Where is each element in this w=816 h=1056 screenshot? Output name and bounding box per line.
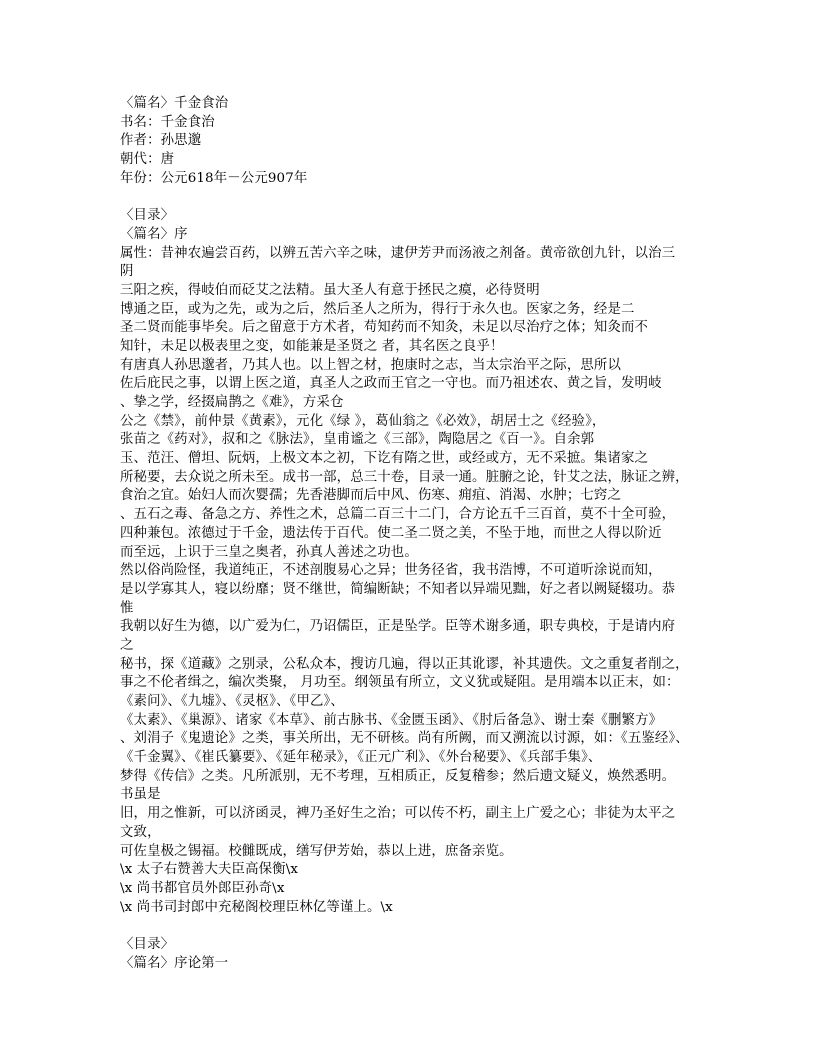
text-line: 旧，用之惟新，可以济函灵，裨乃圣好生之治；可以传不朽，副主上广爱之心；非徒为太平之 xyxy=(120,806,676,822)
text-line: 梦得《传信》之类。凡所派别，无不考理，互相质正，反复稽参；然后遗文疑义，焕然悉明。 xyxy=(120,768,676,784)
text-line: 事之不伦者缉之，编次类聚， 月功至。纲领虽有所立，文义犹或疑阻。是用端本以正末，如： xyxy=(120,675,680,691)
year-range: 年份：公元618年－公元907年 xyxy=(120,170,308,186)
text-line: 之 xyxy=(120,637,134,653)
text-line: 可佐皇极之锡福。校雠既成，缮写伊芳始，恭以上进，庶备亲览。 xyxy=(120,843,513,859)
author: 作者：孙思邈 xyxy=(120,133,202,149)
text-line: 佐后庇民之事，以谓上医之道，真圣人之政而王官之一守也。而乃祖述农、黄之旨，发明岐 xyxy=(120,376,662,392)
book-name: 书名：千金食治 xyxy=(120,114,215,130)
text-line: 食治之宜。始妇人而次婴孺；先香港脚而后中风、伤寒、痈疽、消渴、水肿；七窍之 xyxy=(120,488,622,504)
text-line: 四种兼包。浓德过于千金，遗法传于百代。使二圣二贤之美，不坠于地，而世之人得以阶近 xyxy=(120,525,662,541)
text-line: 《千金翼》、《崔氏纂要》、《延年秘录》，《正元广利》、《外台秘要》、《兵部手集》、 xyxy=(120,750,602,766)
text-line: 惟 xyxy=(120,600,134,616)
text-line: 属性：昔神农遍尝百药，以辨五苦六辛之味，逮伊芳尹而汤液之剂备。黄帝欲创九针，以治三 xyxy=(120,245,676,261)
text-line: 、挚之学，经掇扁鹊之《难》，方采仓 xyxy=(120,395,344,410)
toc-label: 〈目录〉 xyxy=(120,208,175,224)
text-line: 圣二贤而能事毕矣。后之留意于方术者，苟知药而不知灸，未足以尽治疗之体；知灸而不 xyxy=(120,320,649,336)
book-header xyxy=(120,95,705,188)
text-line: 而至远，上识于三皇之奥者，孙真人善述之功也。 xyxy=(120,544,418,560)
text-line: 阴 xyxy=(120,264,134,280)
text-line: 、刘涓子《鬼遗论》之类，事关所出，无不研核。尚有所阙，而又溯流以讨源，如：《五鉴经》、 xyxy=(120,731,689,747)
text-line: 、五石之毒、备急之方、养性之术，总篇二百三十二门，合方论五千三百首，莫不十全可验， xyxy=(120,507,676,523)
text-line: 三阳之疾，得岐伯而砭艾之法精。虽大圣人有意于拯民之瘼，必待贤明 xyxy=(120,282,540,298)
text-line: 是以学寡其人，寝以纷靡；贤不继世，简编断缺；不知者以异端见黜，好之者以阙疑辍功。恭 xyxy=(120,581,676,597)
spacer xyxy=(120,917,705,936)
toc-section xyxy=(120,207,705,244)
spacer xyxy=(120,188,705,207)
text-line: 然以俗尚险怪，我道纯正，不述剖腹易心之异；世务径省，我书浩博，不可道听涂说而知， xyxy=(120,563,662,579)
section-title: 〈篇名〉序 xyxy=(120,226,188,242)
preface-text xyxy=(120,245,705,918)
dynasty: 朝代：唐 xyxy=(120,152,175,168)
text-line: 书虽是 xyxy=(120,787,161,803)
next-section xyxy=(120,936,705,973)
text-line: 张苗之《药对》，叔和之《脉法》，皇甫谧之《三部》，陶隐居之《百一》。自余郭 xyxy=(120,432,595,448)
text-line: 有唐真人孙思邈者，乃其人也。以上智之材，抱康时之志，当太宗治平之际，思所以 xyxy=(120,357,622,373)
text-line: 文致， xyxy=(120,824,161,840)
text-line: 玉、范汪、僧坦、阮炳，上极文本之初，下讫有隋之世，或经或方，无不采摭。集诸家之 xyxy=(120,451,649,467)
signature-line: \x 尚书司封郎中充秘阁校理臣林亿等谨上。\x xyxy=(120,899,393,915)
text-line: 所秘要，去众说之所未至。成书一部，总三十卷，目录一通。脏腑之论，针艾之法，脉证之辨， xyxy=(120,469,689,485)
text-line: 公之《禁》，前仲景《黄素》，元化《绿 》，葛仙翁之《必效》，胡居士之《经验》， xyxy=(120,413,606,429)
section-title: 〈篇名〉序论第一 xyxy=(120,955,229,971)
signature-line: \x 尚书都官员外郎臣孙奇\x xyxy=(120,880,285,896)
text-line: 《素问》、《九墟》、《灵枢》、《甲乙》、 xyxy=(120,694,344,709)
signature-line: \x 太子右赞善大夫臣高保衡\x xyxy=(120,862,299,878)
text-line: 秘书，探《道藏》之别录，公私众本，搜访几遍，得以正其讹谬，补其遗佚。文之重复者削之， xyxy=(120,656,689,672)
document-page xyxy=(120,95,705,973)
text-line: 《太素》、《巢源》、诸家《本草》、前古脉书、《金匮玉函》、《肘后备急》、谢士秦《删繁方》 xyxy=(120,712,663,728)
text-line: 博通之臣，或为之先，或为之后，然后圣人之所为，得行于永久也。医家之务，经是二 xyxy=(120,301,635,317)
toc-label: 〈目录〉 xyxy=(120,936,175,952)
text-line: 知针，未足以极表里之变，如能兼是圣贤之 者，其名医之良乎！ xyxy=(120,338,504,354)
text-line: 我朝以好生为德，以广爱为仁，乃诏儒臣，正是坠学。臣等术谢多通，职专典校，于是请内府 xyxy=(120,619,676,635)
chapter-title: 〈篇名〉千金食治 xyxy=(120,96,229,111)
